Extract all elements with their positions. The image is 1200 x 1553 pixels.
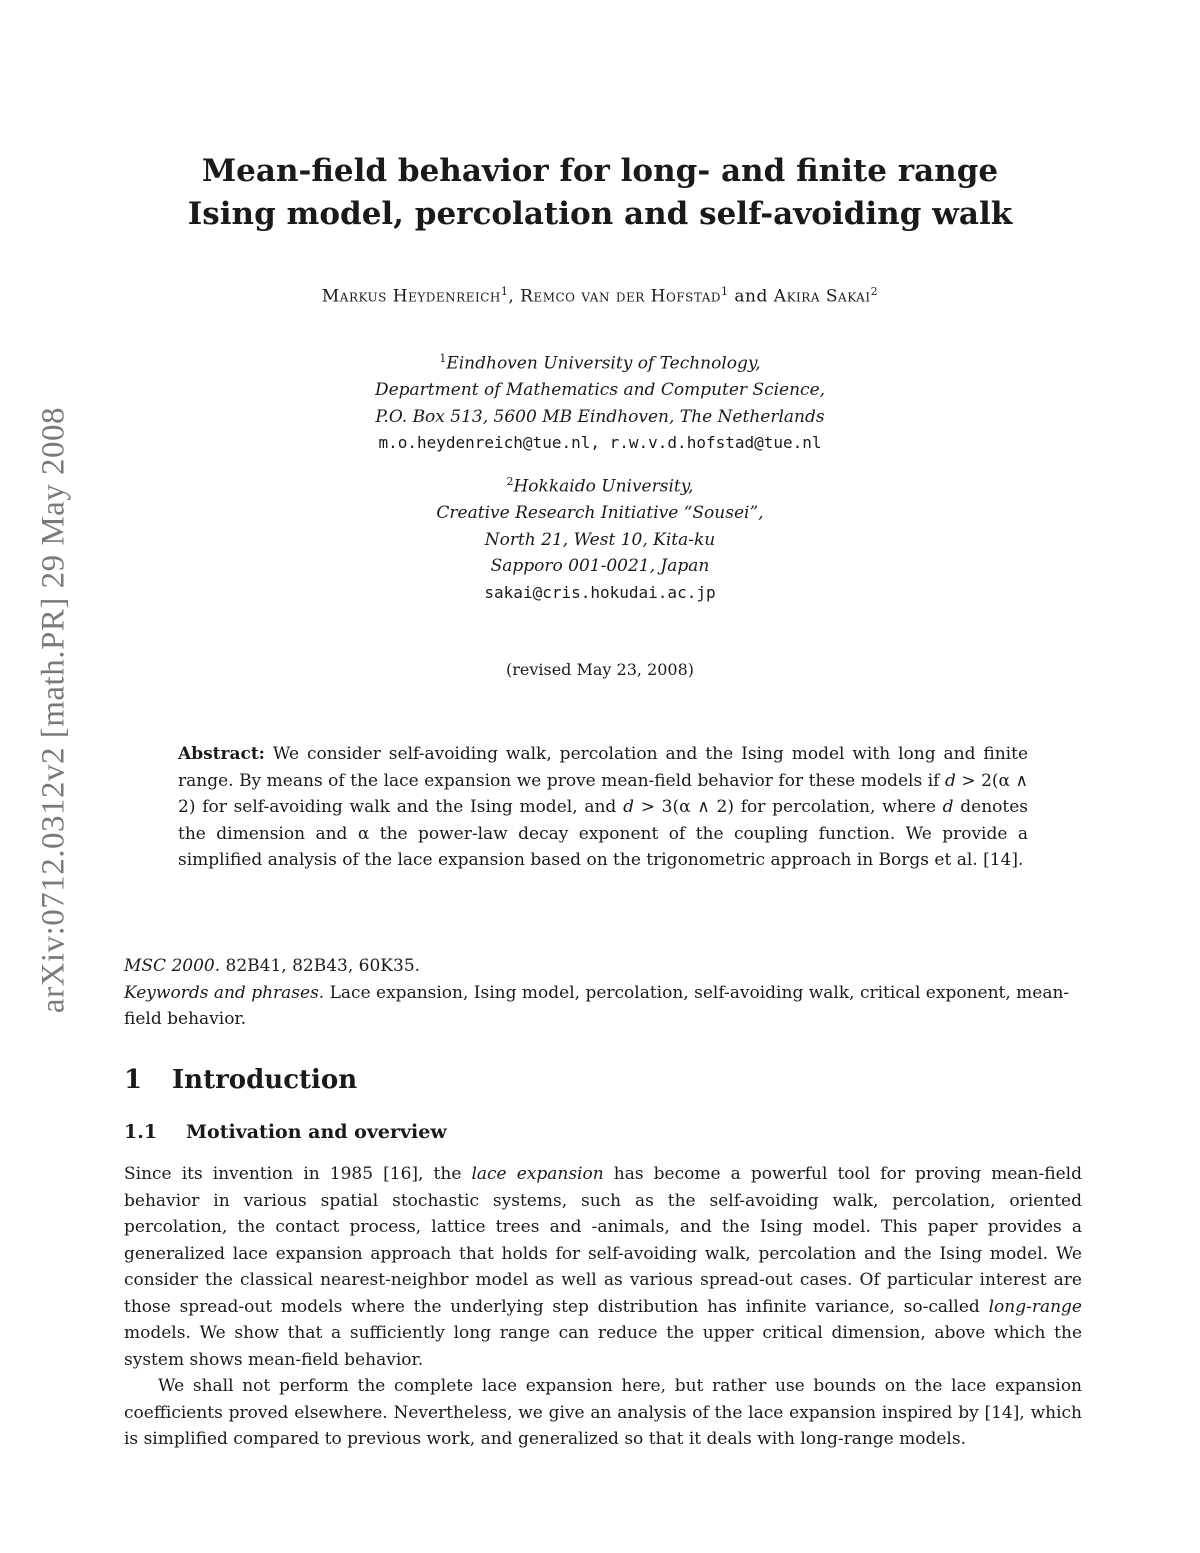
- title-line-1: Mean-field behavior for long- and finite range: [201, 153, 999, 189]
- affiliation-2-line-1: $^2$Hokkaido University,: [506, 475, 694, 497]
- author-list: [150, 285, 1050, 307]
- title-line-2: Ising model, percolation and self-avoiding walk: [187, 196, 1013, 232]
- affiliation-2: [250, 469, 950, 606]
- keywords-label: Keywords and phrases.: [124, 982, 325, 1003]
- paper-title: [150, 150, 1050, 236]
- author-2: Remco van der Hofstad: [520, 286, 722, 307]
- classification-block: [124, 953, 1082, 1033]
- paragraph-1: Since its invention in 1985 [16], the lace expansion has become a powerful tool for proving mean-field behavior in various spatial stochastic systems, such as the self-avoiding walk, percolation, oriented percolation, the contact process, lattice trees and -animals, and the Ising model. This paper provides a generalized lace expansion approach that holds for self-avoiding walk, percolation and the Ising model. We consider the classical nearest-neighbor model as well as various spread-out cases. Of particular interest are those spread-out models where the underlying step distribution has infinite variance, so-called long-range models. We show that a sufficiently long range can reduce the upper critical dimension, above which the system shows mean-field behavior.: [124, 1164, 1082, 1370]
- affiliation-1-email: m.o.heydenreich@tue.nl, r.w.v.d.hofstad@tue.nl: [378, 433, 822, 453]
- author-1-affil-mark: 1: [500, 285, 509, 298]
- author-and: and: [728, 286, 774, 307]
- keywords-value: Lace expansion, Ising model, percolation, self-avoiding walk, critical exponent, mean-field behavior.: [124, 982, 1070, 1029]
- paragraph-2: We shall not perform the complete lace expansion here, but rather use bounds on the lace expansion coefficients proved elsewhere. Nevertheless, we give an analysis of the lace expansion inspired by [14], which is simplified compared to previous work, and generalized so that it deals with long-range models.: [124, 1376, 1082, 1449]
- subsection-heading: [124, 1121, 447, 1143]
- affiliation-1-line-1: $^1$Eindhoven University of Technology,: [439, 352, 761, 374]
- keywords-line: [124, 980, 1082, 1033]
- abstract-label: Abstract:: [178, 744, 265, 764]
- arxiv-stamp: arXiv:0712.0312v2 [math.PR] 29 May 2008: [35, 406, 72, 1014]
- section-heading: [124, 1065, 357, 1095]
- affiliation-2-line-3: North 21, West 10, Kita-ku: [484, 529, 716, 550]
- affiliation-1-mark: 1: [439, 352, 447, 365]
- affiliation-2-mark: 2: [506, 475, 514, 488]
- affiliation-1: [250, 346, 950, 457]
- affiliation-2-line-4: Sapporo 001-0021, Japan: [490, 556, 710, 577]
- body-text: [124, 1161, 1082, 1453]
- author-2-affil-mark: 1: [721, 285, 729, 298]
- section-title: Introduction: [172, 1065, 358, 1095]
- author-separator: ,: [508, 286, 521, 307]
- author-3-affil-mark: 2: [870, 285, 879, 298]
- section-number: 1: [124, 1065, 143, 1095]
- affiliation-2-line-2: Creative Research Initiative “Sousei”,: [436, 503, 764, 524]
- author-3: Akira Sakai: [773, 286, 871, 307]
- affiliation-1-line-3: P.O. Box 513, 5600 MB Eindhoven, The Netherlands: [375, 406, 825, 427]
- affiliation-2-email: sakai@cris.hokudai.ac.jp: [484, 582, 716, 602]
- revision-date: (revised May 23, 2008): [505, 660, 695, 679]
- author-1: Markus Heydenreich: [321, 286, 501, 307]
- affiliation-1-line-2: Department of Mathematics and Computer Science,: [374, 380, 826, 401]
- abstract: Abstract: We consider self-avoiding walk, percolation and the Ising model with long and finite range. By means of the lace expansion we prove mean-field behavior for these models if d > 2(α ∧ 2) for self-avoiding walk and the Ising model, and d > 3(α ∧ 2) for percolation, where d denotes the dimension and α the power-law decay exponent of the coupling function. We provide a simplified analysis of the lace expansion based on the trigonometric approach in Borgs et al. [14].: [178, 744, 1029, 870]
- msc-value: 82B41, 82B43, 60K35.: [220, 956, 421, 976]
- subsection-title: Motivation and overview: [186, 1121, 447, 1143]
- msc-label: MSC 2000.: [124, 956, 221, 976]
- msc-line: [124, 953, 1082, 980]
- subsection-number: 1.1: [124, 1121, 158, 1143]
